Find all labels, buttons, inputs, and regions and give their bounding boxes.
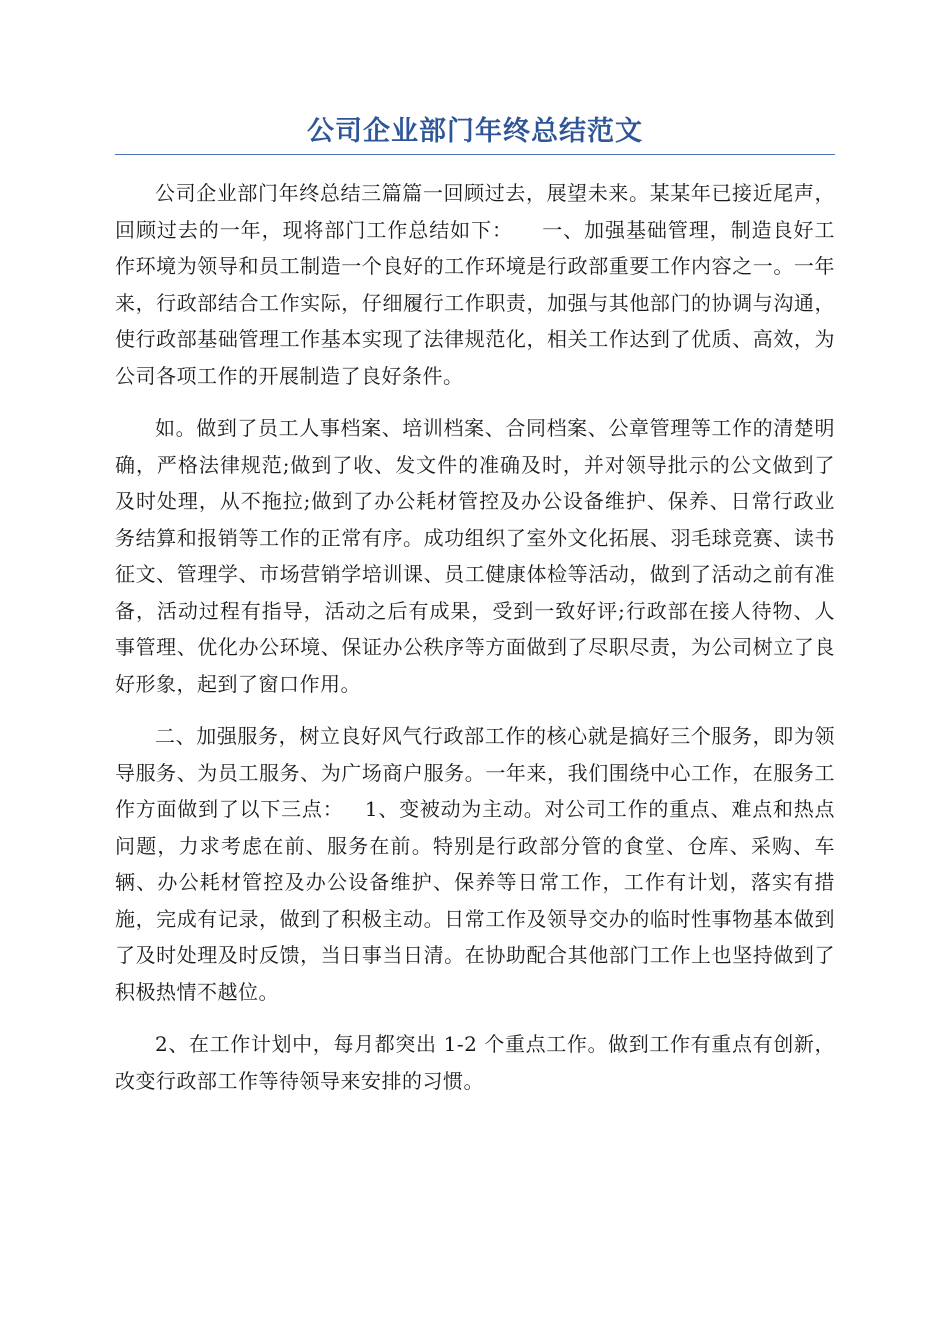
paragraph-1: 公司企业部门年终总结三篇篇一回顾过去，展望未来。某某年已接近尾声，回顾过去的一年，现将部门工作总结如下： 一、加强基础管理，制造良好工作环境为领导和员工制造一个良好的工作环境是行政部重要工作内容之一。一年来，行政部结合工作实际，仔细履行工作职责，加强与其他部门的协调与沟通，使行政部基础管理工作基本实现了法律规范化，相关工作达到了优质、高效，为公司各项工作的开展制造了良好条件。: [115, 181, 835, 388]
paragraph-2: 如。做到了员工人事档案、培训档案、合同档案、公章管理等工作的清楚明确，严格法律规范;做到了收、发文件的准确及时，并对领导批示的公文做到了及时处理，从不拖拉;做到了办公耗材管控及办公设备维护、保养、日常行政业务结算和报销等工作的正常有序。成功组织了室外文化拓展、羽毛球竞赛、读书征文、管理学、市场营销学培训课、员工健康体检等活动，做到了活动之前有准备，活动过程有指导，活动之后有成果，受到一致好评;行政部在接人待物、人事管理、优化办公环境、保证办公秩序等方面做到了尽职尽责，为公司树立了良好形象，起到了窗口作用。: [115, 416, 835, 696]
paragraph-3: 二、加强服务，树立良好风气行政部工作的核心就是搞好三个服务，即为领导服务、为员工服务、为广场商户服务。一年来，我们围绕中心工作，在服务工作方面做到了以下三点： 1、变被动为主动。对公司工作的重点、难点和热点问题，力求考虑在前、服务在前。特别是行政部分管的食堂、仓库、采购、车辆、办公耗材管控及办公设备维护、保养等日常工作，工作有计划，落实有措施，完成有记录，做到了积极主动。日常工作及领导交办的临时性事物基本做到了及时处理及时反馈，当日事当日清。在协助配合其他部门工作上也坚持做到了积极热情不越位。: [115, 724, 835, 1004]
document-page: [115, 112, 835, 1115]
paragraph-4: 2、在工作计划中，每月都突出 1-2 个重点工作。做到工作有重点有创新，改变行政部工作等待领导来安排的习惯。: [115, 1032, 835, 1093]
document-title: 公司企业部门年终总结范文: [115, 112, 835, 155]
document-body: [115, 175, 835, 1099]
